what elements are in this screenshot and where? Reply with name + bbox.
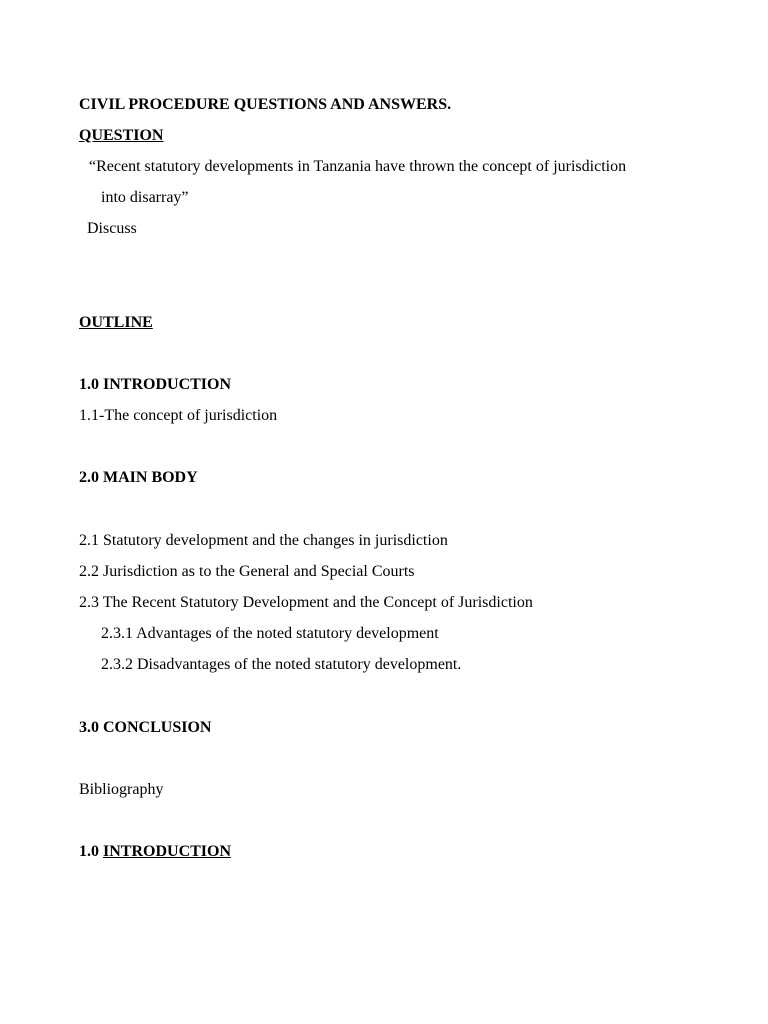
document-title: CIVIL PROCEDURE QUESTIONS AND ANSWERS. [79, 96, 452, 113]
outline-body-item-2-1: 2.1 Statutory development and the changes in jurisdiction [79, 532, 448, 549]
section-intro-title: INTRODUCTION [103, 843, 232, 860]
outline-body-item-2-3: 2.3 The Recent Statutory Development and the Concept of Jurisdiction [79, 594, 533, 611]
outline-intro-item: 1.1-The concept of jurisdiction [79, 407, 278, 424]
outline-conclusion-heading: 3.0 CONCLUSION [79, 719, 212, 736]
outline-body-heading: 2.0 MAIN BODY [79, 469, 198, 486]
question-heading: QUESTION [79, 127, 164, 144]
outline-body-subitem-2-3-2: 2.3.2 Disadvantages of the noted statutory development. [101, 656, 462, 673]
question-text-line-1: “Recent statutory developments in Tanzania have thrown the concept of jurisdiction [89, 158, 627, 175]
section-intro-heading [79, 842, 231, 862]
outline-body-item-2-2: 2.2 Jurisdiction as to the General and Special Courts [79, 563, 415, 580]
question-instruction: Discuss [87, 220, 137, 237]
outline-body-subitem-2-3-1: 2.3.1 Advantages of the noted statutory development [101, 625, 439, 642]
question-text-line-2: into disarray” [101, 189, 189, 206]
outline-heading: OUTLINE [79, 314, 153, 331]
section-intro-number: 1.0 [79, 843, 99, 860]
outline-intro-heading: 1.0 INTRODUCTION [79, 376, 232, 393]
outline-bibliography: Bibliography [79, 781, 164, 798]
